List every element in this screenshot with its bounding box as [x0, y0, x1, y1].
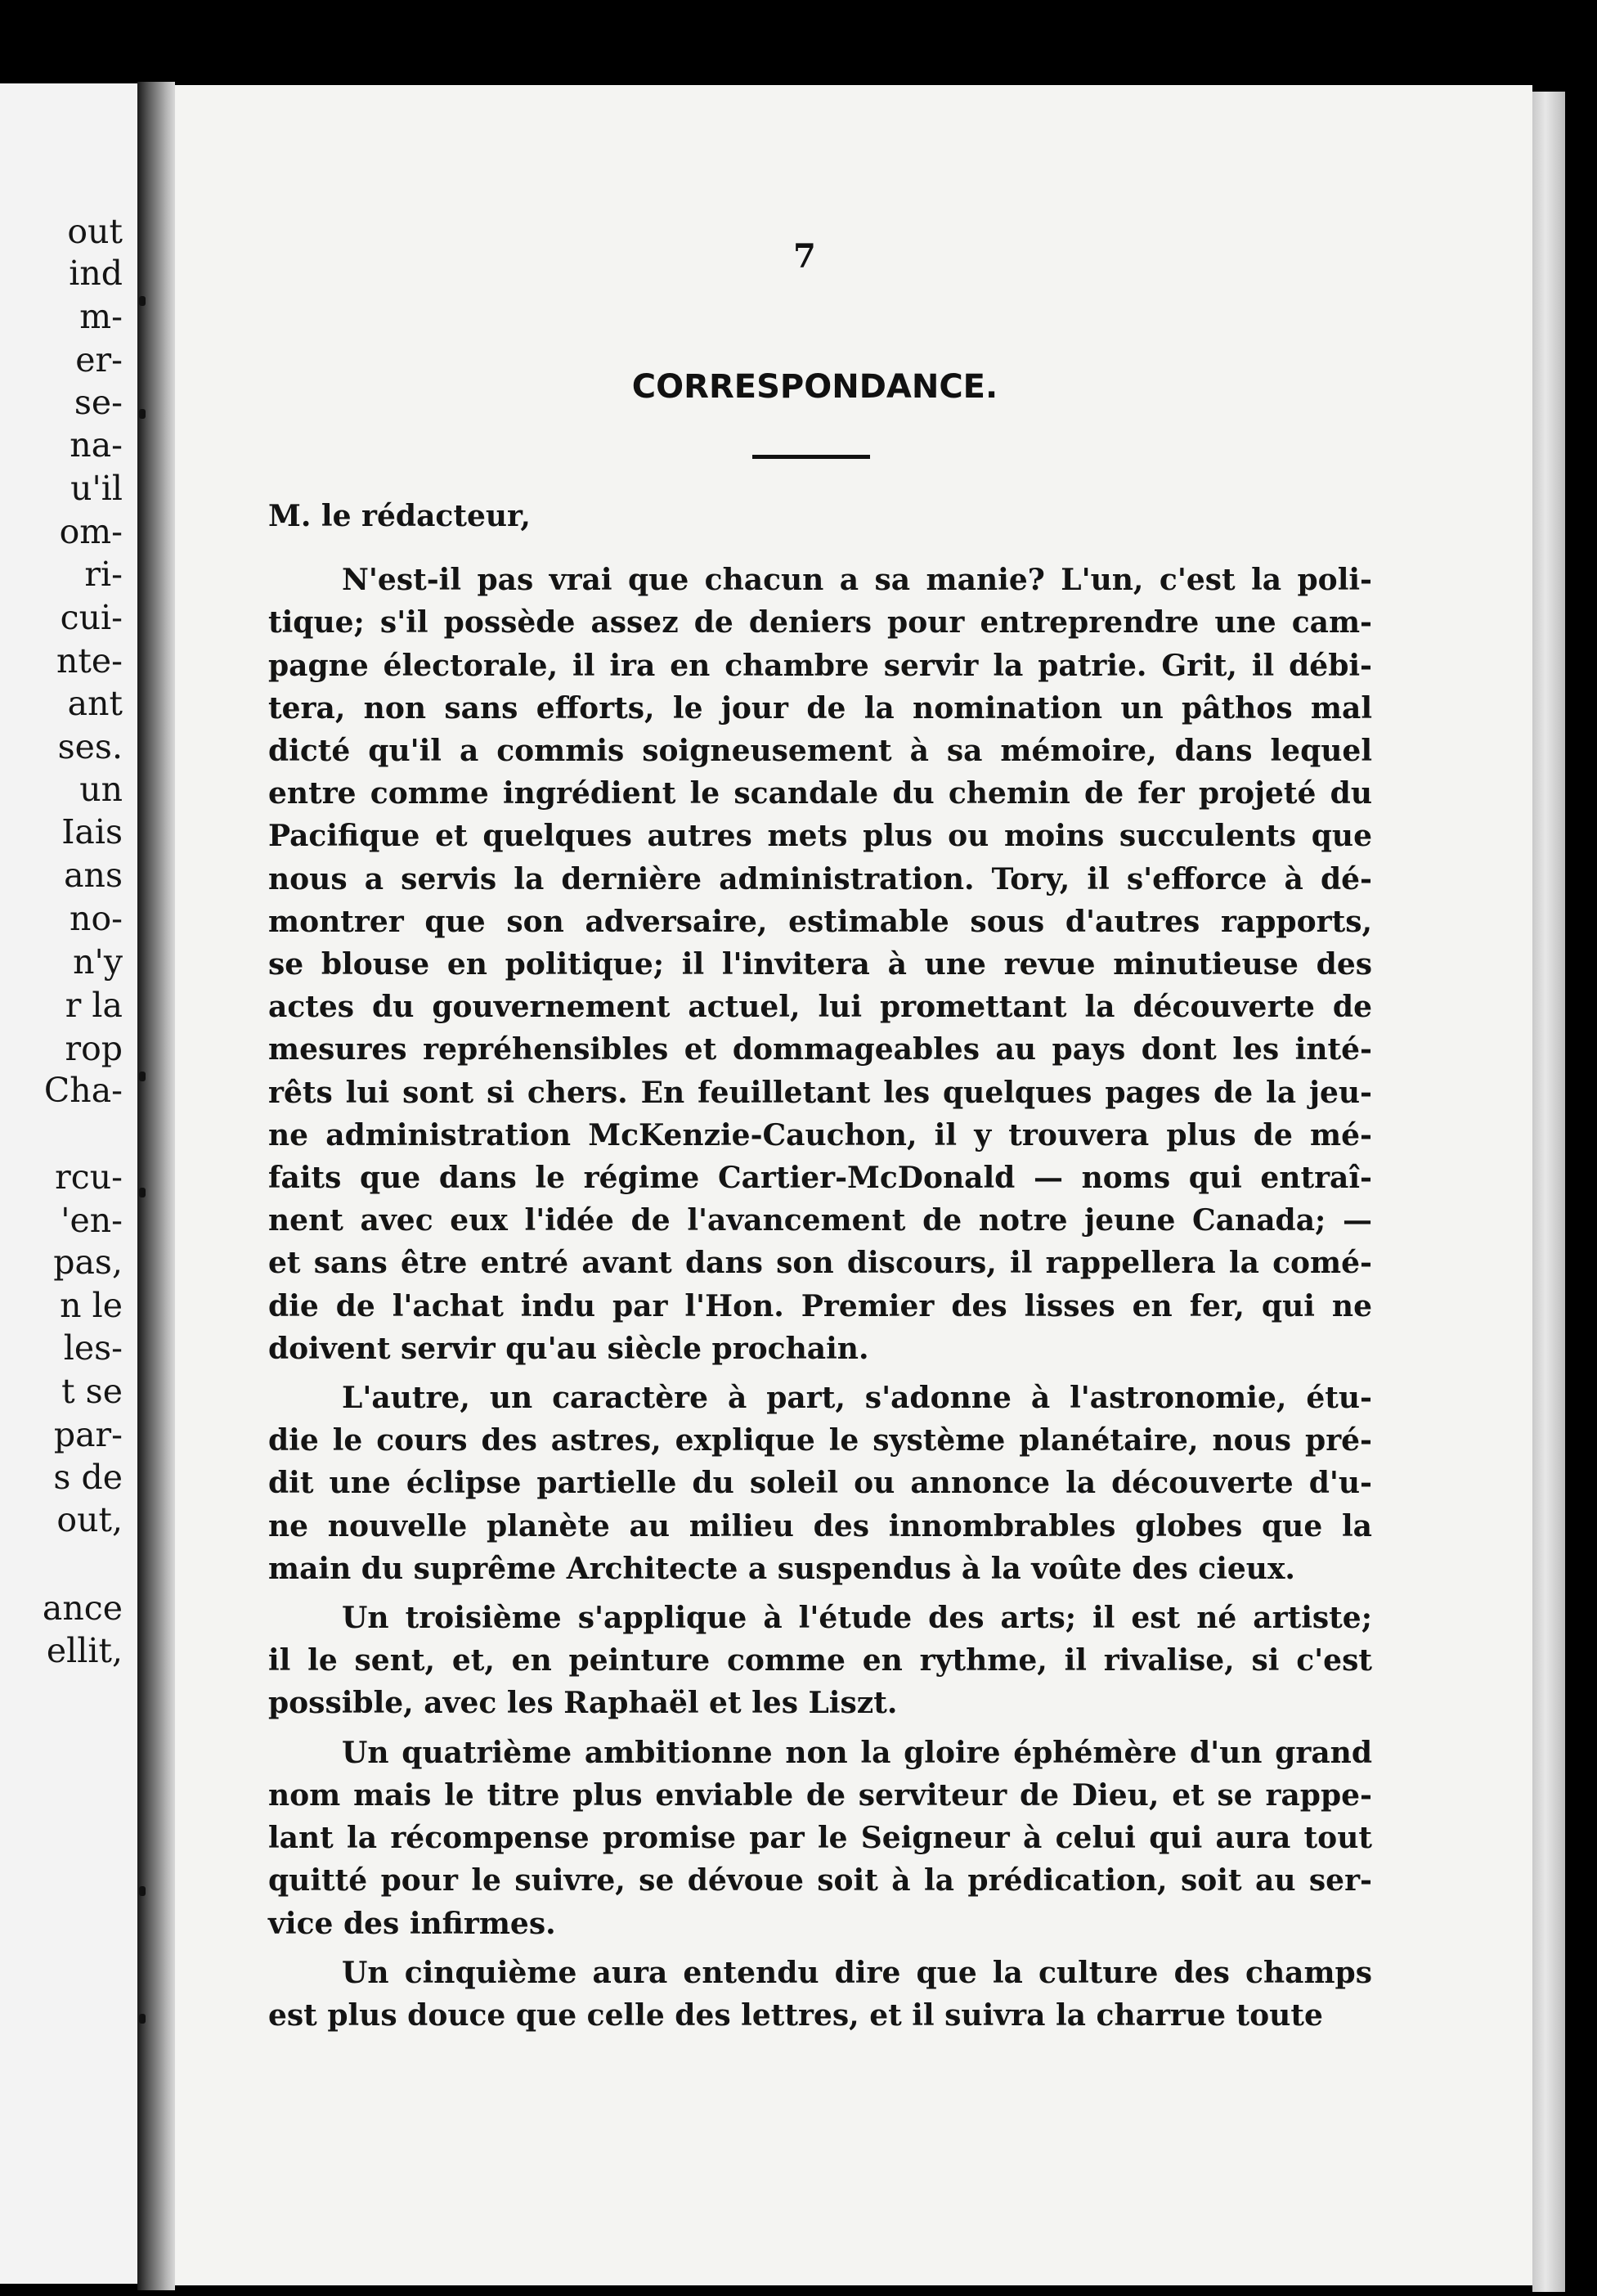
previous-page-line-fragment: out — [67, 212, 123, 251]
previous-page-line-fragment: nte- — [56, 641, 123, 681]
previous-page-line-fragment: ri- — [84, 555, 123, 594]
previous-page-line-fragment: u'il — [70, 469, 123, 508]
previous-page-line-fragment: les- — [63, 1328, 123, 1368]
text-line: L'autre, un caractère à part, s'adonne à l'astronomie, étu- — [342, 1381, 1372, 1416]
text-line: tique; s'il possède assez de deniers pour entreprendre une cam- — [268, 605, 1372, 640]
text-line: il le sent, et, en peinture comme en rythme, il rivalise, si c'est — [268, 1643, 1372, 1678]
text-line: dicté qu'il a commis soigneusement à sa mémoire, dans lequel — [268, 734, 1372, 769]
gutter-speck — [139, 1072, 146, 1081]
previous-page-line-fragment: par- — [53, 1415, 123, 1454]
text-line: nous a servis la dernière administration. Tory, il s'efforce à dé- — [268, 861, 1372, 896]
previous-page-line-fragment: rcu- — [55, 1157, 123, 1197]
previous-page-line-fragment: ance — [42, 1588, 123, 1628]
previous-page-line-fragment: pas, — [53, 1242, 123, 1282]
previous-page-line-fragment: t se — [61, 1372, 123, 1411]
previous-page-line-fragment: om- — [59, 512, 123, 551]
text-line: montrer que son adversaire, estimable sous d'autres rapports, — [268, 904, 1372, 939]
paragraph-gap — [268, 2037, 1372, 2043]
paragraph-gap — [268, 1725, 1372, 1732]
text-line: entre comme ingrédient le scandale du chemin de fer projeté du — [268, 776, 1372, 811]
page-edge — [1532, 92, 1565, 2292]
text-line: quitté pour le suivre, se dévoue soit à la prédication, soit au ser- — [268, 1863, 1372, 1898]
page-number: 7 — [793, 237, 816, 276]
gutter-speck — [139, 1188, 146, 1197]
previous-page-line-fragment: Cha- — [43, 1071, 123, 1110]
text-line: actes du gouvernement actuel, lui promettant la découverte de — [268, 990, 1372, 1025]
text-line: N'est-il pas vrai que chacun a sa manie? L'un, c'est la poli- — [342, 563, 1372, 598]
gutter-speck — [139, 1886, 146, 1896]
paragraph-gap — [268, 1590, 1372, 1597]
previous-page-line-fragment: s de — [53, 1458, 123, 1497]
previous-page-line-fragment: m- — [79, 297, 123, 336]
paragraphs — [268, 559, 1372, 2043]
previous-page-line-fragment: n'y — [73, 942, 123, 982]
previous-page-line-fragment: ind — [69, 254, 123, 293]
previous-page-line-fragment: Iais — [61, 812, 123, 851]
previous-page-line-fragment: ans — [64, 856, 123, 895]
previous-page-line-fragment: cui- — [60, 598, 123, 637]
previous-page-line-fragment: 'en- — [61, 1201, 123, 1240]
text-line: nent avec eux l'idée de l'avancement de notre jeune Canada; — — [268, 1203, 1372, 1238]
previous-page-line-fragment: se- — [74, 383, 123, 422]
paragraph-gap — [268, 1945, 1372, 1952]
gutter-speck — [139, 2014, 146, 2024]
text-line: Un troisième s'applique à l'étude des arts; il est né artiste; — [342, 1601, 1372, 1636]
previous-page-line-fragment: out, — [56, 1500, 123, 1539]
heading-rule — [752, 455, 870, 459]
text-line: lant la récompense promise par le Seigneur à celui qui aura tout — [268, 1821, 1372, 1856]
letter-body — [268, 495, 1372, 2043]
paragraph-gap — [268, 1370, 1372, 1377]
text-line: vice des infirmes. — [268, 1906, 556, 1941]
salutation: M. le rédacteur, — [268, 499, 531, 533]
previous-page-line-fragment: r la — [65, 986, 123, 1025]
page-heading: CORRESPONDANCE. — [631, 368, 998, 406]
previous-page-line-fragment: un — [79, 770, 123, 809]
text-line: tera, non sans efforts, le jour de la nomination un pâthos mal — [268, 690, 1372, 726]
text-line: Un quatrième ambitionne non la gloire éphémère d'un grand — [342, 1735, 1372, 1770]
text-line: est plus douce que celle des lettres, et il suivra la charrue toute — [268, 1997, 1323, 2033]
previous-page-line-fragment: n le — [60, 1286, 123, 1325]
text-line: et sans être entré avant dans son discours, il rappellera la comé- — [268, 1246, 1372, 1281]
text-line: rêts lui sont si chers. En feuilletant les quelques pages de la jeu- — [268, 1075, 1372, 1110]
text-line: pagne électorale, il ira en chambre servir la patrie. Grit, il débi- — [268, 648, 1372, 683]
text-line: die de l'achat indu par l'Hon. Premier des lisses en fer, qui ne — [268, 1288, 1372, 1323]
text-line: possible, avec les Raphaël et les Liszt. — [268, 1686, 898, 1721]
text-line: die le cours des astres, explique le système planétaire, nous pré- — [268, 1423, 1372, 1458]
text-line: ne administration McKenzie-Cauchon, il y trouvera plus de mé- — [268, 1117, 1372, 1152]
text-line: dit une éclipse partielle du soleil ou annonce la découverte d'u- — [268, 1466, 1372, 1501]
previous-page-fragment — [0, 83, 137, 2284]
gutter-speck — [139, 296, 146, 306]
previous-page-line-fragment: ellit, — [46, 1631, 123, 1670]
previous-page-line-fragment: er- — [75, 340, 123, 380]
previous-page-line-fragment: na- — [70, 425, 123, 465]
previous-page-line-fragment: rop — [65, 1029, 123, 1068]
text-line: doivent servir qu'au siècle prochain. — [268, 1331, 869, 1366]
text-line: faits que dans le régime Cartier-McDonald — noms qui entraî- — [268, 1161, 1372, 1196]
previous-page-line-fragment: ant — [67, 684, 123, 723]
text-line: main du suprême Architecte a suspendus à la voûte des cieux. — [268, 1551, 1295, 1586]
text-line: ne nouvelle planète au milieu des innombrables globes que la — [268, 1508, 1372, 1543]
gutter-speck — [139, 409, 146, 419]
text-line: Un cinquième aura entendu dire que la culture des champs — [342, 1955, 1372, 1990]
text-line: se blouse en politique; il l'invitera à une revue minutieuse des — [268, 947, 1372, 982]
book-gutter — [137, 82, 175, 2290]
previous-page-line-fragment: ses. — [57, 727, 123, 766]
text-line: mesures repréhensibles et dommageables au pays dont les inté- — [268, 1032, 1372, 1067]
text-line: nom mais le titre plus enviable de serviteur de Dieu, et se rappe- — [268, 1777, 1372, 1813]
previous-page-line-fragment: no- — [70, 899, 123, 938]
text-line: Pacifique et quelques autres mets plus ou moins succulents que — [268, 819, 1372, 854]
